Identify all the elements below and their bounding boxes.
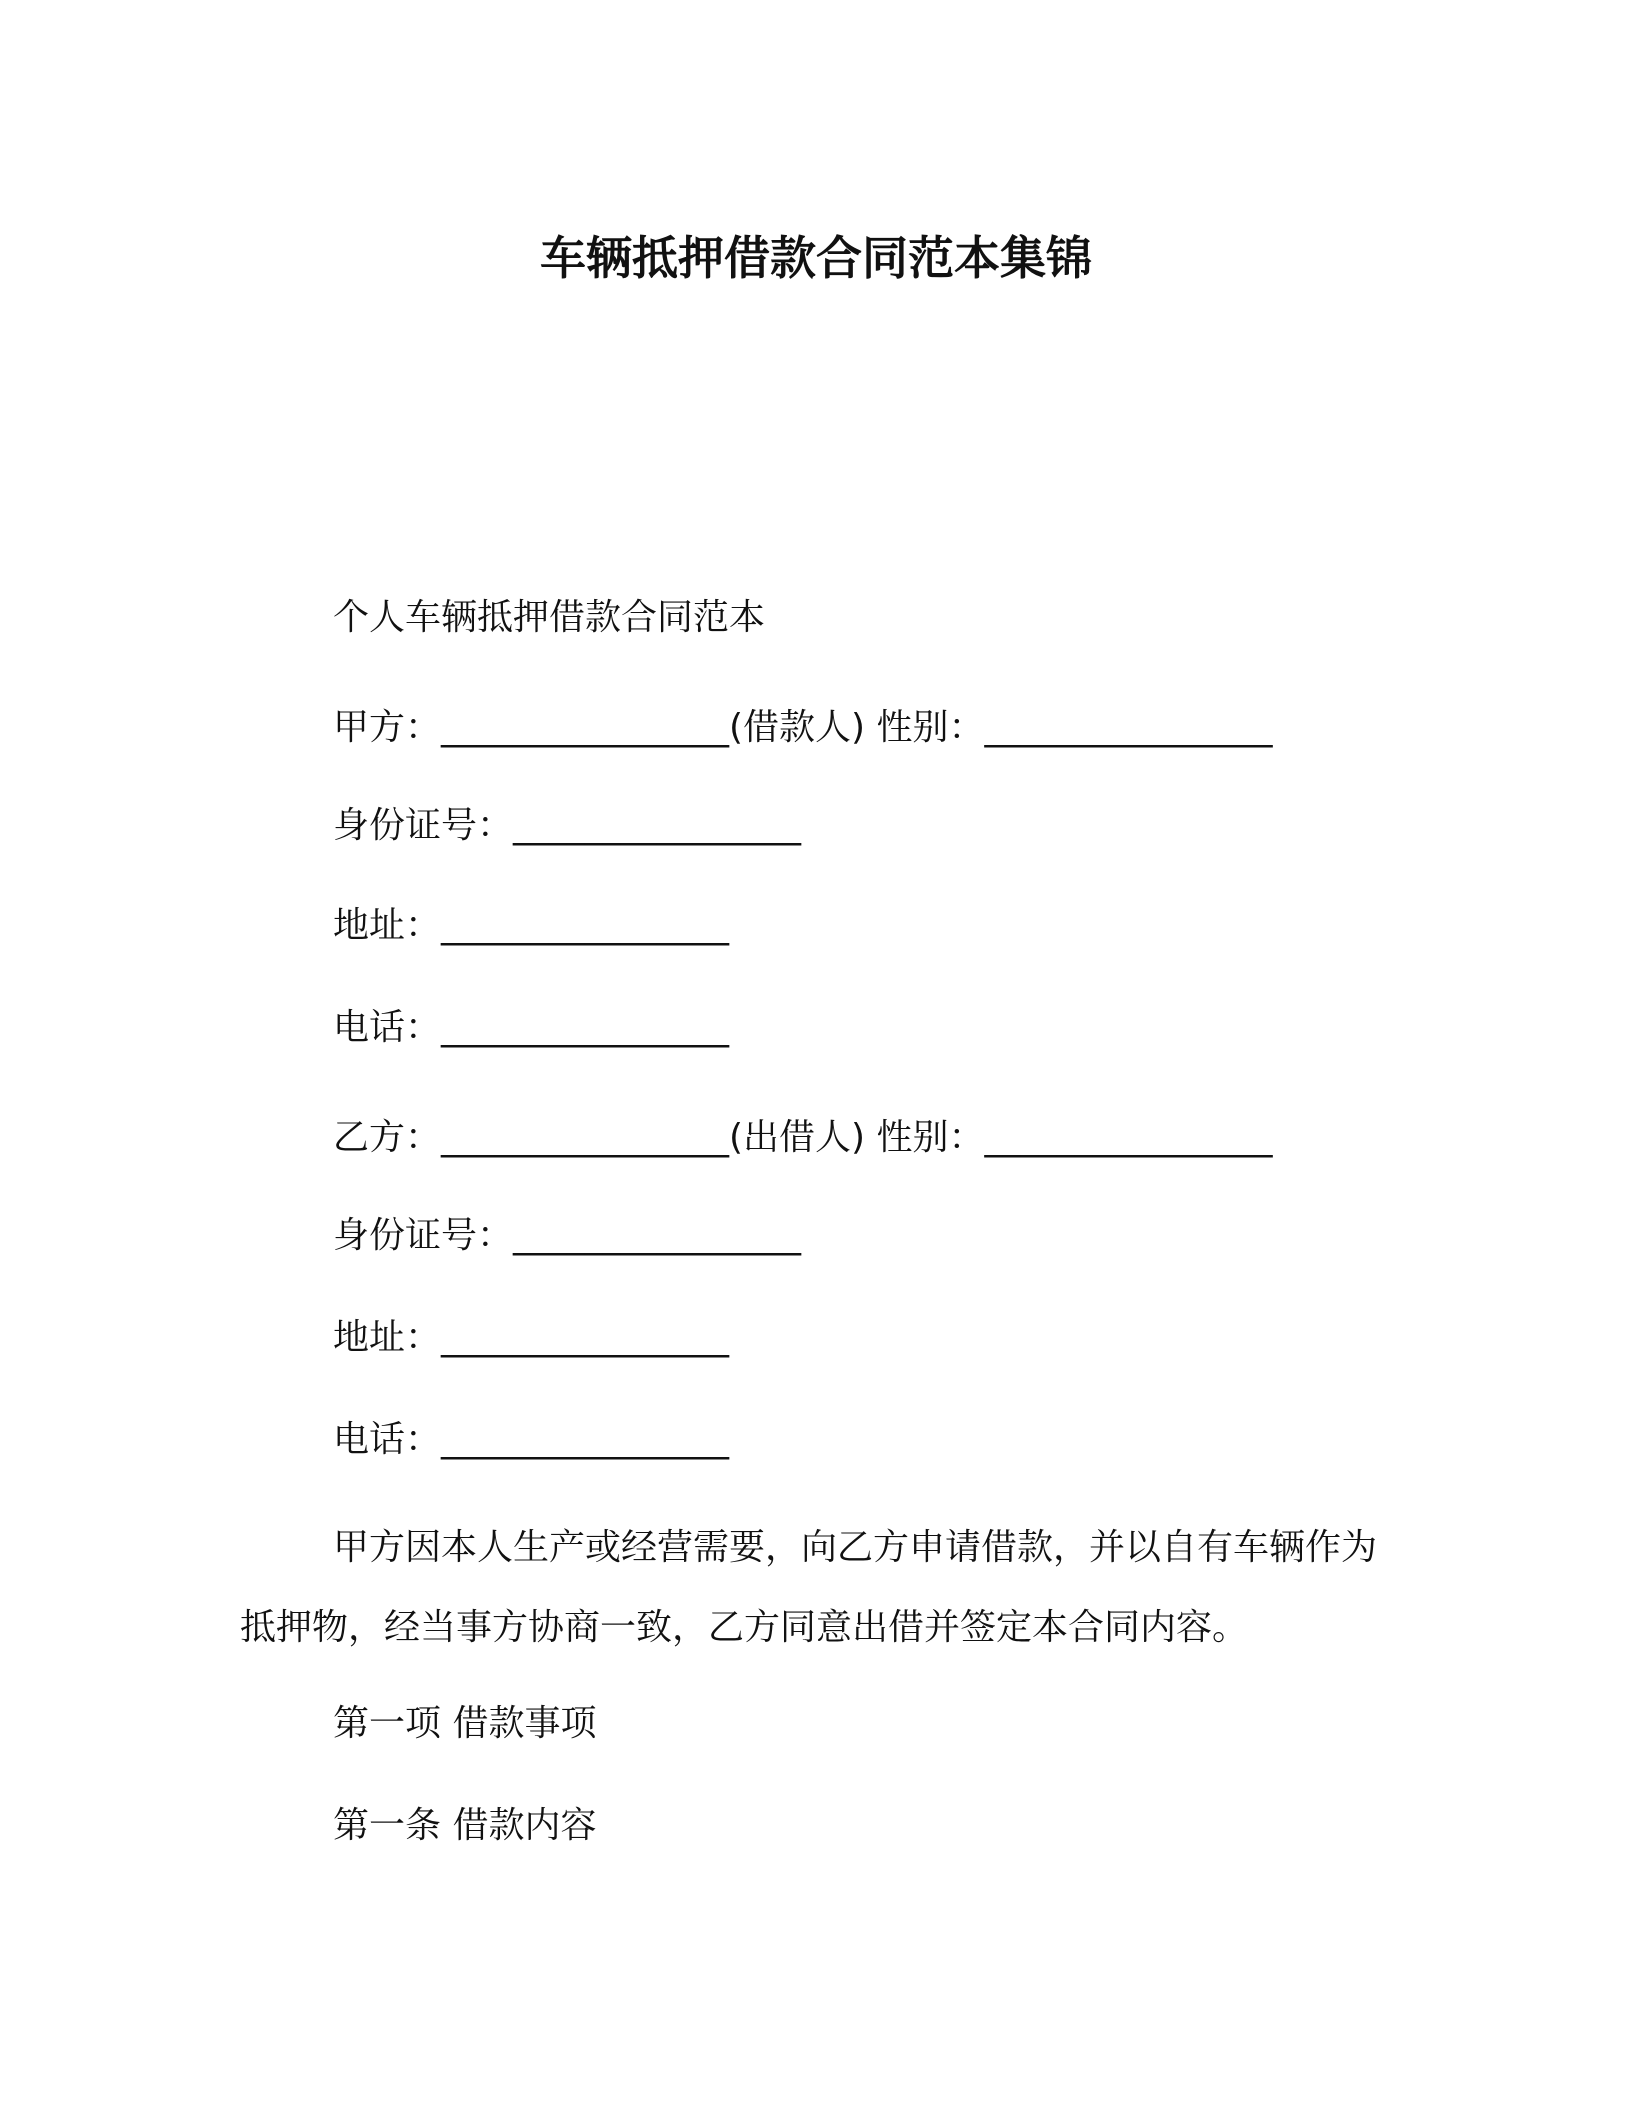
document-title: 车辆抵押借款合同范本集锦: [540, 231, 1092, 285]
party-a-phone: 电话：________________: [333, 1007, 730, 1048]
party-b-address: 地址：________________: [333, 1317, 730, 1358]
party-b-line: 乙方：________________(出借人) 性别：________________: [333, 1117, 1273, 1158]
intro-paragraph-text: 甲方因本人生产或经营需要，向乙方申请借款，并以自有车辆作为抵押物，经当事方协商一致，乙方同意出借并签定本合同内容。: [240, 1527, 1378, 1648]
section-heading: 第一项 借款事项: [333, 1703, 597, 1744]
party-b-id: 身份证号：________________: [333, 1215, 802, 1256]
intro-paragraph: [240, 1508, 1380, 1668]
contract-subtitle: 个人车辆抵押借款合同范本: [333, 597, 766, 638]
party-a-line: 甲方：________________(借款人) 性别：________________: [333, 707, 1273, 748]
party-b-phone: 电话：________________: [333, 1419, 730, 1460]
party-a-id: 身份证号：________________: [333, 805, 802, 846]
party-a-address: 地址：________________: [333, 905, 730, 946]
article-heading: 第一条 借款内容: [333, 1805, 597, 1846]
